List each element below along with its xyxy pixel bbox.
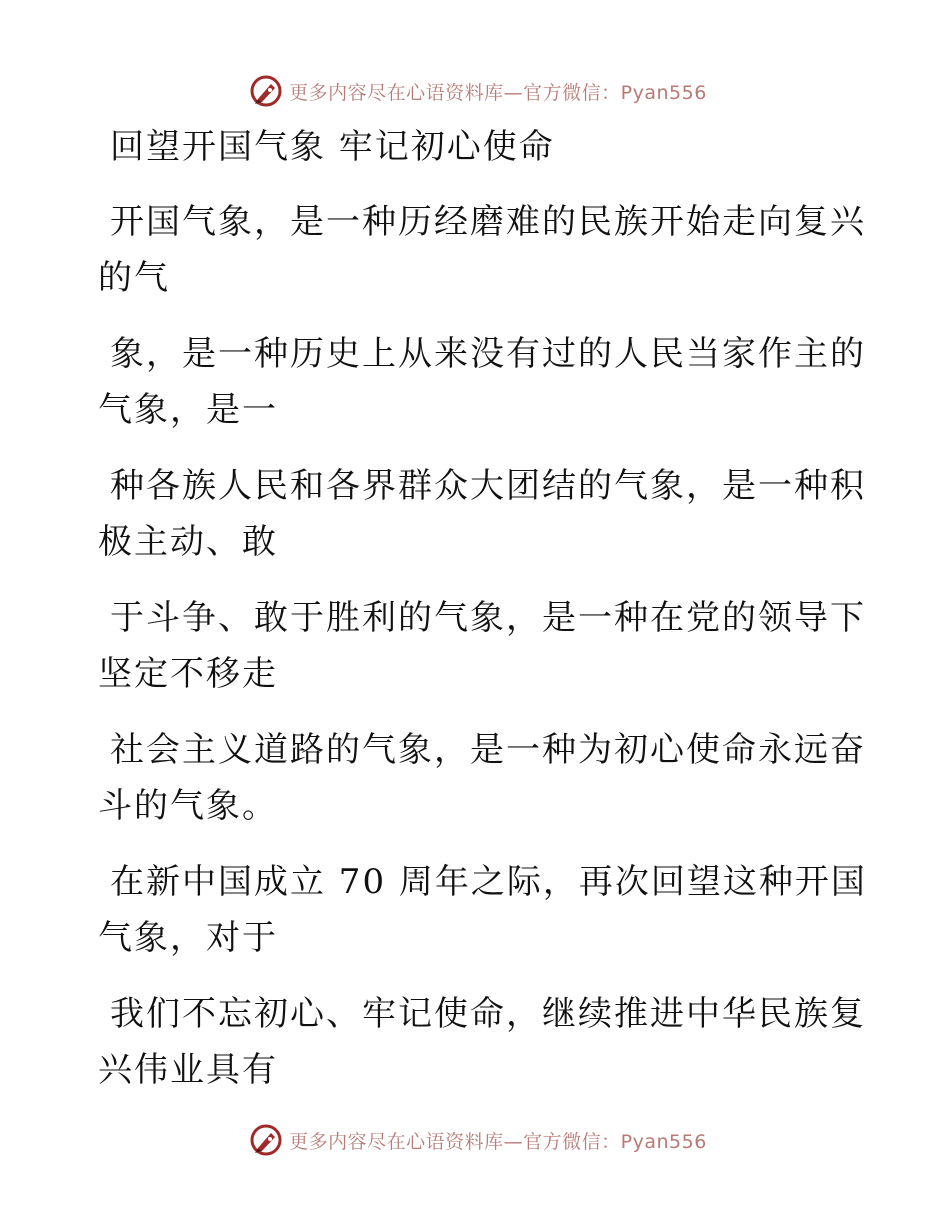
paragraph-line: 我们不忘初心、牢记使命，继续推进中华民族复 [110,994,866,1034]
pen-logo-icon [249,74,283,108]
paragraph-line: 兴伟业具有 [98,1050,278,1090]
paragraph-line: 社会主义道路的气象，是一种为初心使命永远奋 [110,730,866,770]
footer-banner [0,1120,950,1160]
paragraph-line: 极主动、敢 [98,522,278,562]
paragraph-line: 气象，对于 [98,918,278,958]
paragraph-line: 气象，是一 [98,390,278,430]
document-title: 回望开国气象 牢记初心使命 [110,127,555,167]
pen-logo-icon [249,1123,283,1157]
paragraph-line: 象，是一种历史上从来没有过的人民当家作主的 [110,334,866,374]
banner-text: 更多内容尽在心语资料库—官方微信：Pyan556 [289,81,707,104]
banner-content [249,1123,707,1157]
paragraph-line: 在新中国成立 70 周年之际，再次回望这种开国 [110,862,867,902]
banner-text: 更多内容尽在心语资料库—官方微信：Pyan556 [289,1130,707,1153]
banner-content [249,74,707,108]
paragraph-line: 的气 [98,258,170,298]
paragraph-line: 开国气象，是一种历经磨难的民族开始走向复兴 [110,202,866,242]
paragraph-line: 坚定不移走 [98,654,278,694]
header-banner [0,71,950,111]
paragraph-line: 斗的气象。 [98,786,278,826]
paragraph-line: 种各族人民和各界群众大团结的气象，是一种积 [110,466,866,506]
paragraph-line: 于斗争、敢于胜利的气象，是一种在党的领导下 [110,598,866,638]
